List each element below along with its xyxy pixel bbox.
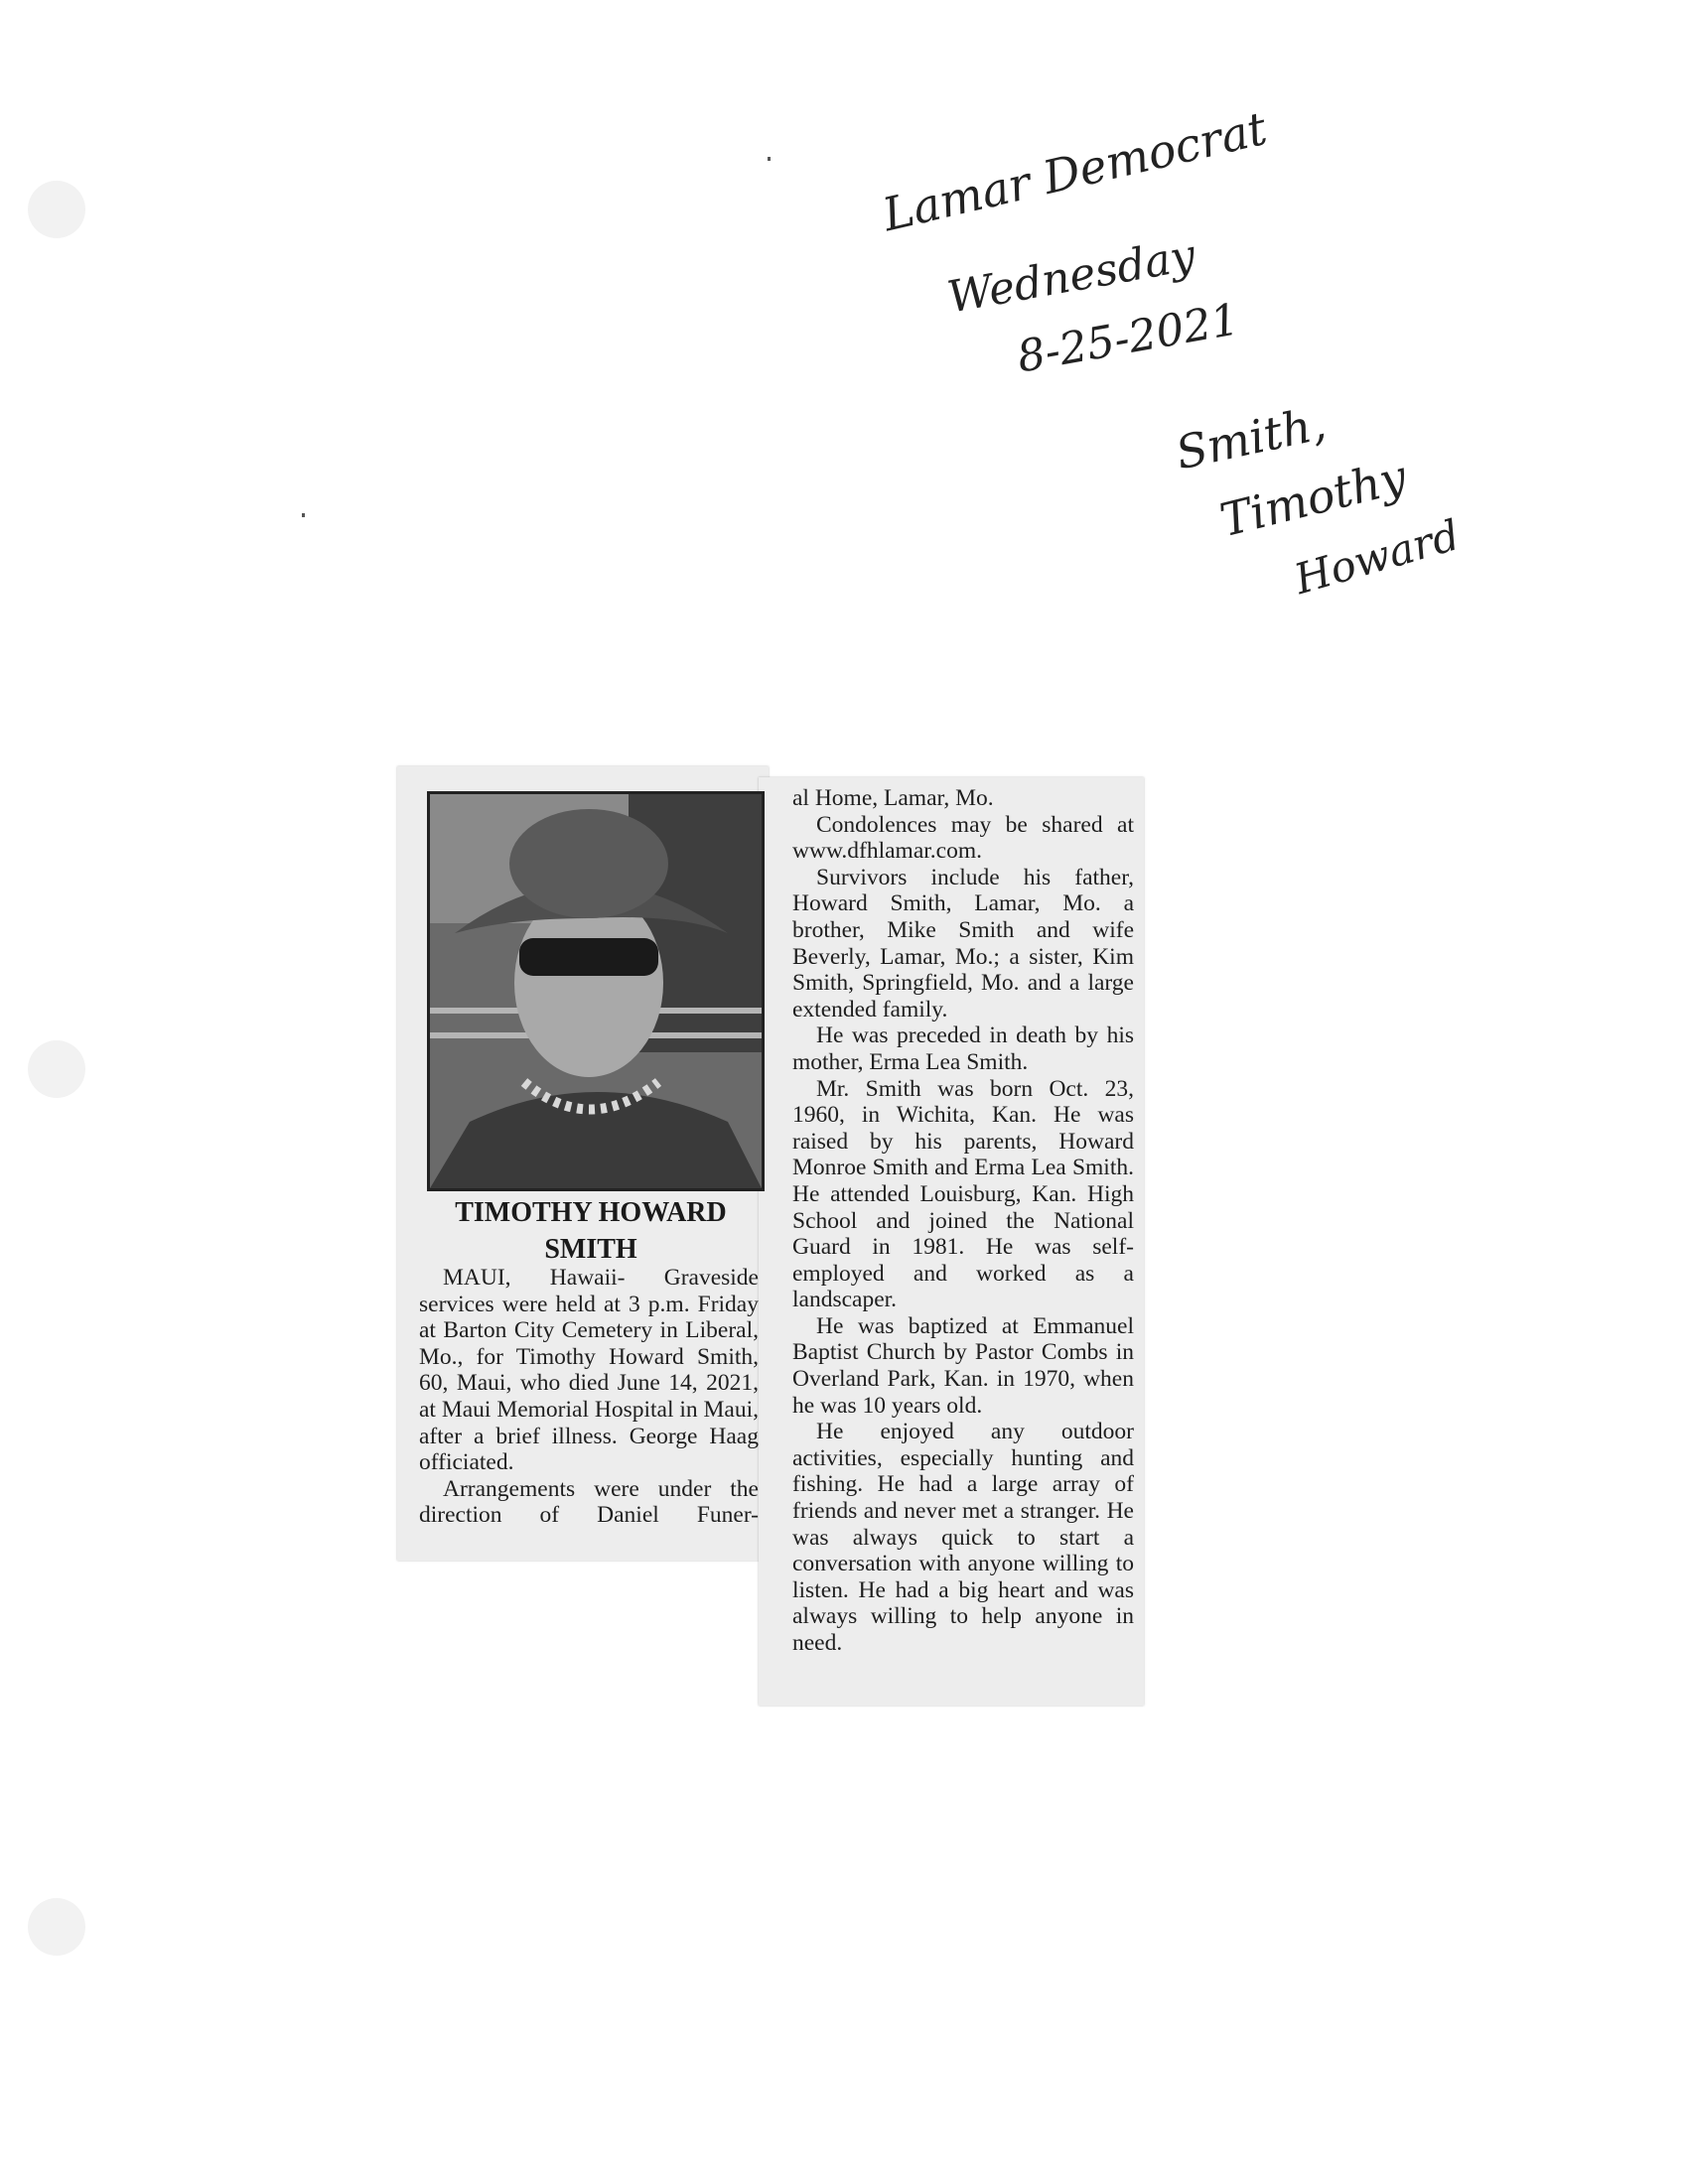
paragraph-biography: Mr. Smith was born Oct. 23, 1960, in Wichita, Kan. He was raised by his parents, Howard Monroe Smith and Erma Lea Smith. He attended Louisburg, Kan. High School and joined the National Guard in 1981. He was self-employed and worked as a landscaper. [792, 1075, 1134, 1313]
handwritten-given-name: Timothy [1214, 449, 1412, 548]
headline-line-2: SMITH [544, 1234, 637, 1265]
paragraph-preceded: He was preceded in death by his mother, Erma Lea Smith. [792, 1023, 1134, 1075]
photo-illustration [430, 794, 762, 1188]
handwritten-day: Wednesday [943, 229, 1199, 324]
scan-speck [768, 157, 771, 161]
punch-hole-bottom [28, 1898, 85, 1956]
obituary-column-2 [792, 785, 1134, 1657]
paragraph-survivors: Survivors include his father, Howard Smith, Lamar, Mo. a brother, Mike Smith and wife Beverly, Lamar, Mo.; a sister, Kim Smith, Springfield, Mo. and a large extended family. [792, 864, 1134, 1023]
paragraph-services: MAUI, Hawaii- Graveside services were held at 3 p.m. Friday at Barton City Cemetery in Liberal, Mo., for Timothy Howard Smith, 60, Maui, who died June 14, 2021, at Maui Memorial Hospital in Maui, after a brief illness. George Haag officiated. [419, 1265, 760, 1476]
scan-speck [302, 513, 305, 517]
handwritten-date: 8-25-2021 [1013, 294, 1243, 383]
paragraph-funeral-home: al Home, Lamar, Mo. [792, 785, 994, 811]
paragraph-interests: He enjoyed any outdoor activities, especially hunting and fishing. He had a large array of friends and never met a stranger. He was always quick to start a conversation with anyone willing to listen. He had a big heart and was always willing to help anyone in need. [792, 1419, 1134, 1656]
headline-line-1: TIMOTHY HOWARD [455, 1197, 727, 1228]
handwritten-source: Lamar Democrat [877, 100, 1272, 242]
obituary-column-1 [419, 1265, 759, 1529]
handwritten-middle-name: Howard [1289, 510, 1466, 605]
obituary-headline [402, 1194, 779, 1268]
paragraph-arrangements: Arrangements were under the direction of Daniel Funer- [419, 1475, 759, 1529]
handwritten-surname: Smith, [1171, 395, 1331, 480]
punch-hole-middle [28, 1040, 85, 1098]
paragraph-condolences: Condolences may be shared at www.dfhlamar.com. [792, 811, 1134, 865]
punch-hole-top [28, 181, 85, 238]
obituary-photo [427, 791, 765, 1191]
paragraph-baptism: He was baptized at Emmanuel Baptist Church by Pastor Combs in Overland Park, Kan. in 1970, when he was 10 years old. [792, 1312, 1134, 1419]
